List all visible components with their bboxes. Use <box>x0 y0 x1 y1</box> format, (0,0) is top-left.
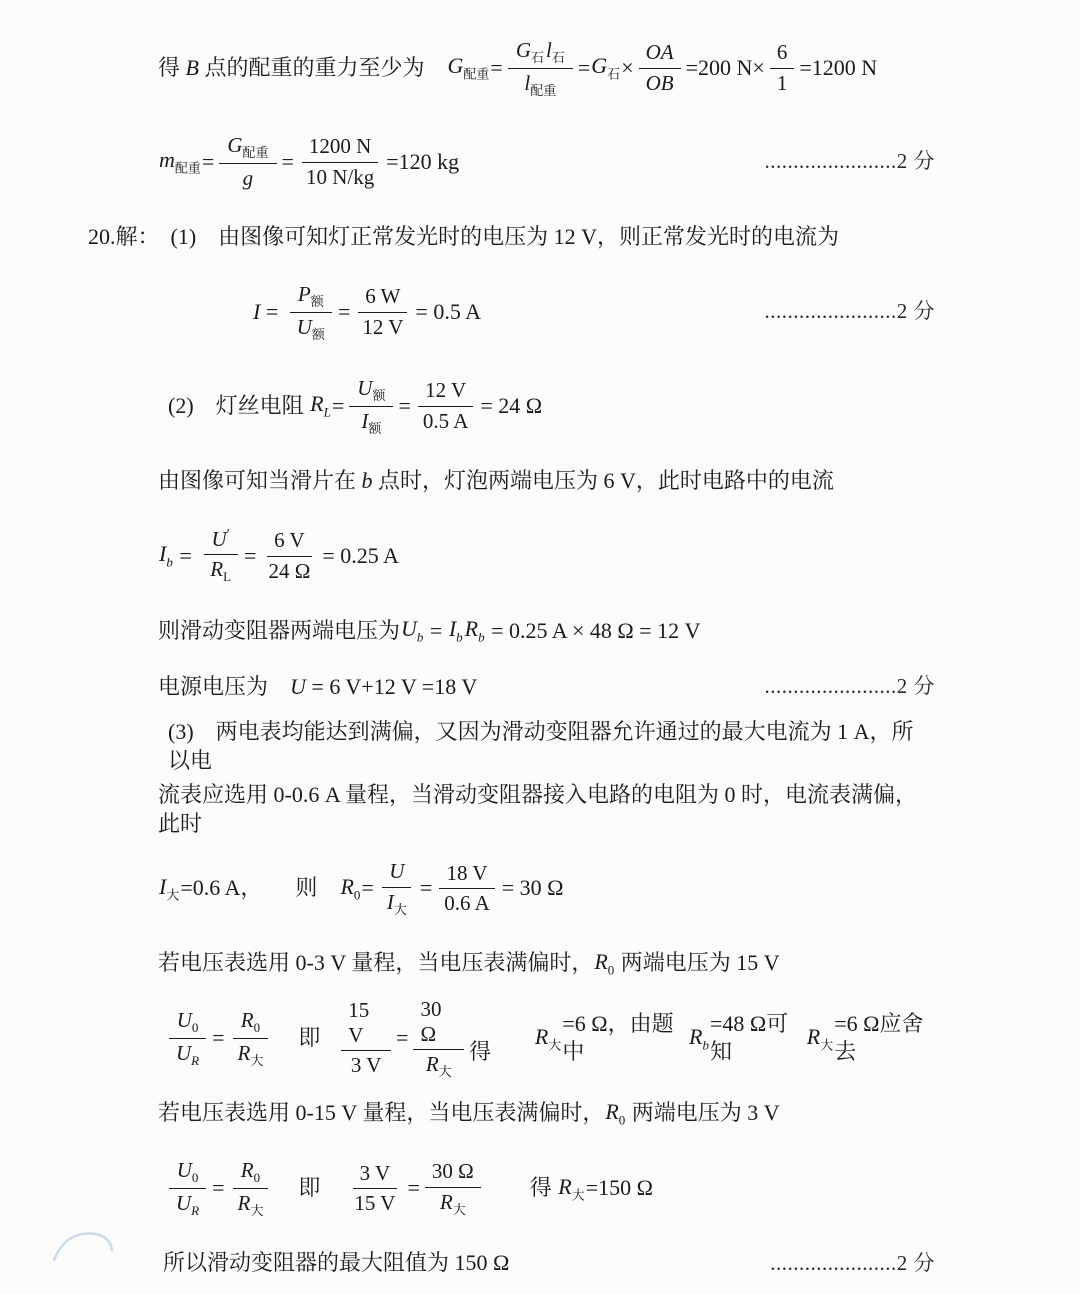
subscript: b <box>416 629 424 645</box>
subscript: 0 <box>353 887 361 903</box>
fraction-numerator <box>219 133 276 164</box>
fraction <box>299 134 381 189</box>
line-content <box>168 376 542 437</box>
line-content <box>163 1158 653 1219</box>
fraction <box>230 1158 272 1219</box>
fraction-denominator <box>516 69 564 99</box>
fraction-denominator <box>379 888 415 918</box>
subscript: b <box>702 1037 709 1053</box>
pen-mark-artifact <box>48 1220 118 1268</box>
fraction-denominator <box>289 313 333 343</box>
italic-variable: b <box>361 467 373 493</box>
score-marker: .......................2 分 <box>764 674 935 699</box>
subscript: 石 <box>607 66 621 82</box>
line-content <box>158 38 877 99</box>
text-run: 15 V <box>348 998 375 1048</box>
fraction-denominator <box>299 163 381 190</box>
subscript: 0 <box>607 962 615 978</box>
variable-base: R <box>534 1023 549 1049</box>
fraction-denominator <box>353 407 389 437</box>
line-rheostat-voltage <box>88 606 1080 656</box>
variable-base: R <box>594 948 608 974</box>
subscript: b <box>478 629 485 645</box>
text-run: = <box>361 875 374 901</box>
fraction <box>508 38 573 99</box>
subscript: 额 <box>310 293 324 309</box>
text-run: 6 V <box>274 528 305 553</box>
score-marker: .......................2 分 <box>764 149 935 174</box>
variable <box>210 557 231 585</box>
superscript: ′ <box>226 527 230 543</box>
variable <box>465 615 485 646</box>
variable-base: R <box>464 616 479 642</box>
variable <box>546 38 565 66</box>
line-source-voltage <box>88 662 1080 712</box>
score-marker: .......................2 分 <box>764 299 935 324</box>
variable-base: I <box>448 616 457 642</box>
variable <box>401 615 423 646</box>
variable <box>340 873 360 904</box>
variable-base: U <box>176 1190 192 1215</box>
variable <box>807 1023 833 1054</box>
text-run: 即 <box>276 1025 343 1051</box>
fraction-numerator <box>770 40 795 68</box>
subscript: 0 <box>253 1020 261 1036</box>
subscript: 大 <box>452 1201 466 1217</box>
fraction-numerator <box>353 1161 398 1189</box>
fraction-denominator <box>437 889 497 916</box>
variable <box>298 282 324 310</box>
line-voltmeter-3v-text <box>88 938 1080 988</box>
fraction-denominator <box>355 313 410 340</box>
variable <box>605 1098 625 1129</box>
fraction-denominator <box>432 1188 474 1218</box>
fraction-numerator <box>418 378 473 406</box>
variable-base: R <box>240 1008 254 1033</box>
variable-base: G <box>591 53 608 79</box>
variable-base: G <box>447 53 464 79</box>
text-run: = 30 Ω <box>501 875 564 901</box>
variable <box>689 1023 709 1054</box>
variable-base: U <box>176 1040 192 1065</box>
line-content <box>158 467 834 496</box>
variable-base: R <box>425 1052 439 1077</box>
text-run: 点时，灯泡两端电压为 6 V，此时电路中的电流 <box>372 467 834 493</box>
subscript: 额 <box>372 387 386 403</box>
text-run: 得 <box>485 1175 558 1201</box>
variable-base: U <box>401 616 417 642</box>
fraction <box>230 1008 272 1069</box>
line-content <box>158 527 399 585</box>
text-run: = <box>331 392 345 418</box>
fraction <box>168 1008 207 1069</box>
text-run: 30 Ω <box>431 1159 474 1184</box>
line-ratio-15v-formula <box>88 1144 1080 1232</box>
line-content <box>158 1098 780 1129</box>
fraction-numerator <box>169 1008 207 1039</box>
text-run: = 24 Ω <box>480 392 543 418</box>
fraction <box>341 998 391 1079</box>
variable-base: R <box>689 1023 703 1049</box>
variable <box>159 146 201 177</box>
fraction <box>770 40 795 95</box>
subscript: 大 <box>250 1203 264 1219</box>
subscript: 0 <box>618 1112 626 1128</box>
text-run: = <box>419 875 433 901</box>
subscript: L <box>223 569 232 585</box>
italic-variable: OA <box>645 40 674 65</box>
italic-variable: g <box>242 165 254 190</box>
variable-base: U <box>176 1008 192 1033</box>
text-run: = <box>244 542 257 568</box>
variable-base: G <box>227 133 243 158</box>
fraction-numerator <box>382 859 411 887</box>
variable <box>426 1052 452 1080</box>
variable <box>238 1191 264 1219</box>
variable-base: I <box>361 408 369 433</box>
text-run: 1200 N <box>308 134 372 159</box>
variable-base: m <box>159 147 175 173</box>
variable <box>238 1041 264 1069</box>
variable <box>227 133 268 161</box>
fraction <box>347 1161 402 1216</box>
line-content <box>158 133 459 191</box>
line-content <box>158 859 564 917</box>
variable <box>297 315 325 343</box>
variable-base: U <box>211 527 227 552</box>
fraction-numerator <box>358 284 407 312</box>
variable-base: R <box>558 1173 572 1199</box>
variable <box>241 1008 260 1036</box>
text-run: 6 <box>776 40 788 65</box>
line-ratio-3v-formula <box>88 994 1080 1082</box>
variable <box>591 52 620 83</box>
text-run: 18 V <box>446 860 488 885</box>
italic-variable: U <box>389 859 405 884</box>
variable-base: G <box>515 37 531 62</box>
variable-base: R <box>340 873 354 899</box>
variable <box>449 615 463 646</box>
line-content <box>88 223 839 252</box>
fraction <box>202 527 239 585</box>
subscript: 大 <box>393 901 407 917</box>
text-run: = <box>396 1025 409 1051</box>
text-run: = <box>398 392 411 418</box>
variable <box>361 409 381 437</box>
fraction <box>425 1159 481 1217</box>
subscript: 大 <box>250 1053 264 1069</box>
text-run: =0.6 A， 则 <box>180 875 340 901</box>
fraction <box>261 528 317 583</box>
subscript: 石 <box>530 49 544 65</box>
fraction-numerator <box>439 861 494 889</box>
fraction-denominator <box>168 1039 207 1069</box>
fraction-denominator <box>347 1189 402 1216</box>
fraction-numerator <box>302 134 378 162</box>
text-run: =48 Ω可知 <box>709 1010 789 1065</box>
variable-base: R <box>605 1098 619 1124</box>
fraction-denominator <box>261 557 317 584</box>
variable <box>177 1158 199 1186</box>
fraction-denominator <box>236 164 261 191</box>
text-run: = 6 V+12 V =18 V <box>305 673 478 699</box>
variable-base: R <box>439 1189 453 1214</box>
variable <box>159 873 179 904</box>
line-part3-text-1 <box>88 718 1080 775</box>
subscript: 0 <box>191 1020 199 1036</box>
italic-variable: I <box>253 298 261 324</box>
fraction-numerator <box>639 40 681 68</box>
variable-base: R <box>237 1040 251 1065</box>
italic-variable: B <box>185 54 199 80</box>
text-run: × <box>621 54 634 80</box>
fraction-denominator <box>230 1189 272 1219</box>
fraction-numerator <box>341 998 391 1051</box>
fraction-numerator <box>233 1158 268 1189</box>
variable-base: R <box>806 1023 821 1049</box>
fraction-denominator <box>202 555 239 585</box>
fraction <box>437 861 497 916</box>
line-current-b-formula <box>88 512 1080 600</box>
subscript: b <box>456 629 463 645</box>
text-run: 24 Ω <box>268 558 311 583</box>
text-run: = <box>201 148 215 174</box>
fraction <box>168 1158 207 1219</box>
subscript: 额 <box>311 326 325 342</box>
text-run: = <box>577 54 591 80</box>
fraction <box>413 997 464 1080</box>
variable <box>176 1191 199 1219</box>
line-content <box>158 615 701 646</box>
subscript: 0 <box>191 1170 199 1186</box>
fraction-denominator <box>639 69 681 96</box>
text-run: 得 <box>158 54 186 80</box>
text-run: = <box>212 1175 225 1201</box>
variable <box>159 540 173 571</box>
text-run: 3 V <box>350 1053 382 1078</box>
line-content <box>163 1249 509 1278</box>
fraction <box>416 378 476 433</box>
variable-base: l <box>524 70 531 95</box>
fraction-denominator <box>344 1051 389 1078</box>
line-content <box>163 997 935 1080</box>
text-run: = <box>337 298 351 324</box>
line-content <box>158 781 935 838</box>
text-run: 10 N/kg <box>305 164 375 189</box>
fraction <box>379 859 415 917</box>
line-content <box>158 673 477 702</box>
fraction <box>289 282 333 343</box>
line-part2-filament-resistance <box>88 362 1080 450</box>
text-run: = <box>212 1025 225 1051</box>
variable <box>176 1041 199 1069</box>
fraction-numerator <box>413 997 464 1050</box>
variable <box>558 1173 584 1204</box>
variable <box>440 1190 466 1218</box>
variable-base: I <box>159 541 167 567</box>
line-content <box>168 718 935 775</box>
text-run: =1200 N <box>799 54 878 80</box>
text-run: 0.5 A <box>422 408 469 433</box>
subscript: 配重 <box>174 160 201 176</box>
subscript: 大 <box>571 1187 585 1203</box>
text-run: 得 <box>469 1010 514 1065</box>
variable <box>594 948 614 979</box>
text-run: =6 Ω，由题中 <box>562 1010 674 1065</box>
line-conclusion <box>88 1238 1080 1288</box>
line-slider-b-text <box>88 456 1080 506</box>
subscript: b <box>166 554 173 570</box>
variable-base: l <box>546 37 552 62</box>
text-run: 20.解： (1) 由图像可知灯正常发光时的电压为 12 V，则正常发光时的电流为 <box>88 223 840 249</box>
fraction-denominator <box>168 1189 207 1219</box>
subscript: R <box>191 1203 200 1219</box>
text-run: = <box>173 542 198 568</box>
fraction-numerator <box>290 282 332 313</box>
subscript: 配重 <box>242 145 269 161</box>
text-run: (3) 两电表均能达到满偏，又因为滑动变阻器允许通过的最大电流为 1 A，所以电 <box>168 719 914 773</box>
line-q20-part1-intro <box>88 212 1080 262</box>
variable-base: I <box>386 889 394 914</box>
line-r0-formula <box>88 844 1080 932</box>
variable-base: P <box>297 281 311 306</box>
variable <box>387 890 407 918</box>
fraction-numerator <box>508 38 573 69</box>
variable <box>310 390 331 421</box>
text-run: 所以滑动变阻器的最大阻值为 150 Ω <box>163 1250 510 1276</box>
variable <box>357 376 385 404</box>
variable-base: U <box>176 1158 192 1183</box>
fraction-denominator <box>230 1039 272 1069</box>
text-run: 0.6 A <box>444 890 490 915</box>
text-run: 1 <box>776 70 788 95</box>
variable-base: U <box>357 375 373 400</box>
text-run: 6 W <box>365 284 401 309</box>
line-rated-current-formula <box>88 268 1080 356</box>
text-run: 由图像可知当滑片在 <box>158 467 362 493</box>
text-run: =150 Ω <box>585 1175 653 1201</box>
text-run: =6 Ω应舍去 <box>834 1010 924 1065</box>
variable <box>177 1008 199 1036</box>
text-run: = <box>424 617 448 643</box>
score-marker: ......................2 分 <box>770 1250 935 1275</box>
text-run: 即 <box>276 1175 343 1201</box>
fraction-denominator <box>770 69 795 96</box>
subscript: 大 <box>548 1037 562 1053</box>
text-run: 点的配重的重力至少为 <box>198 54 447 80</box>
fraction <box>219 133 276 191</box>
fraction-denominator <box>418 1050 460 1080</box>
text-run: = <box>490 54 503 80</box>
fraction-numerator <box>425 1159 481 1187</box>
variable <box>212 527 230 552</box>
variable-base: R <box>210 557 224 582</box>
subscript: 大 <box>166 887 180 903</box>
variable-base: R <box>237 1190 251 1215</box>
line-content <box>253 282 481 343</box>
text-run: 电源电压为 <box>158 673 291 699</box>
text-run: = <box>260 298 284 324</box>
subscript: 配重 <box>463 66 490 82</box>
line-counterweight-gravity <box>88 24 1080 112</box>
subscript: 石 <box>551 49 565 65</box>
variable <box>524 71 556 99</box>
variable <box>447 52 489 83</box>
variable-base: I <box>159 873 167 899</box>
italic-variable: U <box>290 673 306 699</box>
subscript: 大 <box>438 1064 452 1080</box>
text-run: 流表应选用 0-0.6 A 量程，当滑动变阻器接入电路的电阻为 0 时，电流表满偏，此时 <box>158 782 918 836</box>
text-run: = 0.25 A × 48 Ω = 12 V <box>485 617 701 643</box>
line-counterweight-mass <box>88 118 1080 206</box>
line-content <box>158 948 780 979</box>
subscript: L <box>323 404 331 420</box>
line-part3-text-2 <box>88 781 1080 838</box>
variable-base: U <box>296 314 312 339</box>
subscript: R <box>191 1053 200 1069</box>
fraction-denominator <box>416 407 476 434</box>
subscript: 0 <box>253 1170 261 1186</box>
subscript: 额 <box>368 420 382 436</box>
fraction <box>639 40 681 95</box>
text-run: 30 Ω <box>420 996 447 1046</box>
variable <box>241 1158 260 1186</box>
variable-base: R <box>240 1158 254 1183</box>
fraction <box>349 376 393 437</box>
text-run: 若电压表选用 0-3 V 量程，当电压表满偏时， <box>158 950 594 976</box>
text-run: 若电压表选用 0-15 V 量程，当电压表满偏时， <box>158 1100 605 1126</box>
fraction-numerator <box>267 528 312 556</box>
text-run: 两端电压为 15 V <box>615 950 780 976</box>
subscript: 大 <box>820 1037 834 1053</box>
text-run: = 0.5 A <box>415 298 481 324</box>
variable <box>516 38 544 66</box>
line-voltmeter-15v-text <box>88 1088 1080 1138</box>
subscript: 配重 <box>530 82 557 98</box>
text-run: 则滑动变阻器两端电压为 <box>158 617 401 643</box>
fraction-numerator <box>169 1158 207 1189</box>
text-run: 12 V <box>425 378 467 403</box>
text-run: 3 V <box>359 1160 391 1185</box>
text-run: =200 N× <box>685 54 765 80</box>
text-run: 15 V <box>354 1190 396 1215</box>
fraction-numerator <box>349 376 393 407</box>
variable-base: R <box>310 391 324 417</box>
italic-variable: OB <box>645 70 674 95</box>
text-run: 两端电压为 3 V <box>626 1100 780 1126</box>
text-run: = <box>407 1175 420 1201</box>
text-run: 12 V <box>362 314 404 339</box>
fraction-numerator <box>204 527 238 555</box>
variable <box>535 1023 561 1054</box>
text-run: (2) 灯丝电阻 <box>168 392 310 418</box>
text-run: =120 kg <box>386 148 460 174</box>
fraction <box>355 284 410 339</box>
fraction-numerator <box>233 1008 268 1039</box>
text-run: = 0.25 A <box>322 542 399 568</box>
text-run: = <box>281 148 294 174</box>
